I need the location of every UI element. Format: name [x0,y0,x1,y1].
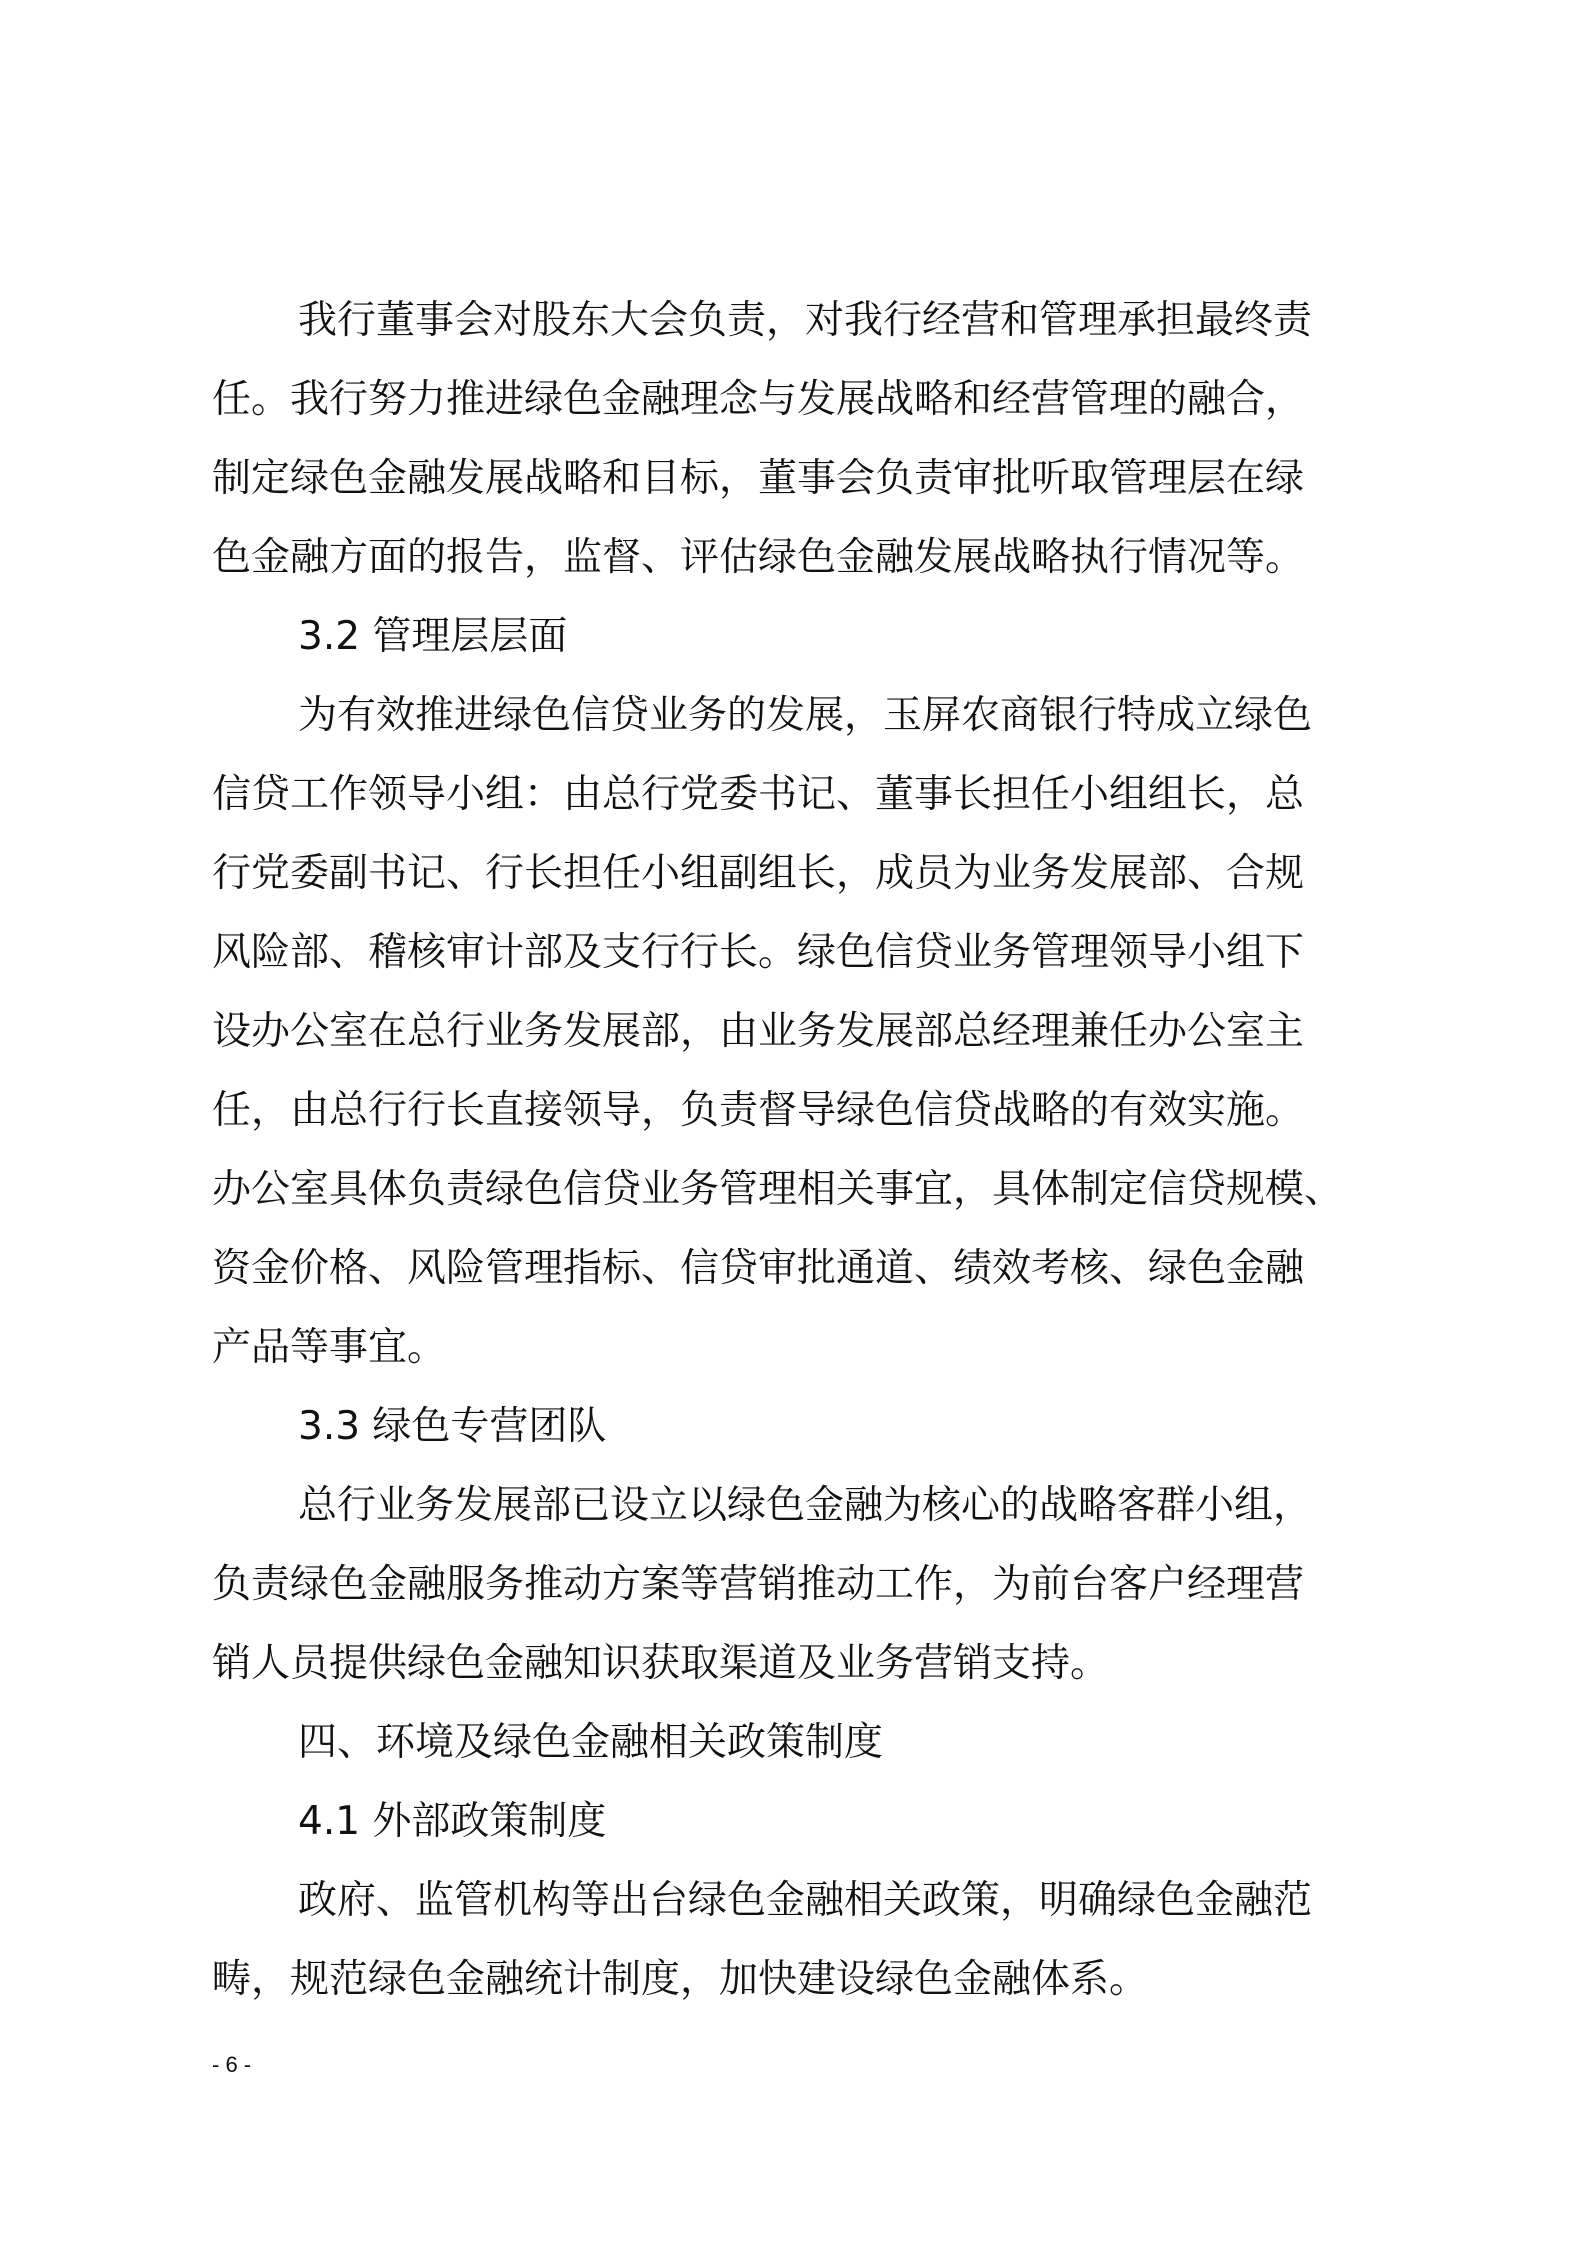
paragraph-line: 办公室具体负责绿色信贷业务管理相关事宜，具体制定信贷规模、 [212,1167,1344,1212]
paragraph-line: 销人员提供绿色金融知识获取渠道及业务营销支持。 [212,1641,1110,1686]
section-heading: 4.1 外部政策制度 [298,1799,607,1844]
paragraph-line: 负责绿色金融服务推动方案等营销推动工作，为前台客户经理营 [212,1562,1305,1607]
paragraph-line: 任。我行努力推进绿色金融理念与发展战略和经营管理的融合， [212,377,1305,422]
paragraph-line: 畴，规范绿色金融统计制度，加快建设绿色金融体系。 [212,1957,1149,2002]
paragraph-line: 行党委副书记、行长担任小组副组长，成员为业务发展部、合规 [212,851,1305,896]
paragraph-line: 资金价格、风险管理指标、信贷审批通道、绩效考核、绿色金融 [212,1246,1305,1291]
page-number: - 6 - [212,2052,252,2077]
paragraph-line: 制定绿色金融发展战略和目标，董事会负责审批听取管理层在绿 [212,456,1305,501]
paragraph-line: 产品等事宜。 [212,1325,447,1370]
paragraph-line: 任，由总行行长直接领导，负责督导绿色信贷战略的有效实施。 [212,1088,1305,1133]
chapter-heading: 四、环境及绿色金融相关政策制度 [298,1720,884,1765]
paragraph-line: 信贷工作领导小组：由总行党委书记、董事长担任小组组长，总 [212,772,1305,817]
paragraph-line: 风险部、稽核审计部及支行行长。绿色信贷业务管理领导小组下 [212,930,1305,975]
paragraph-line: 总行业务发展部已设立以绿色金融为核心的战略客群小组， [298,1483,1313,1528]
paragraph-line: 政府、监管机构等出台绿色金融相关政策，明确绿色金融范 [298,1878,1313,1923]
paragraph-line: 为有效推进绿色信贷业务的发展，玉屏农商银行特成立绿色 [298,693,1313,738]
paragraph-line: 色金融方面的报告，监督、评估绿色金融发展战略执行情况等。 [212,535,1305,580]
section-heading: 3.3 绿色专营团队 [298,1404,607,1449]
paragraph-line: 设办公室在总行业务发展部，由业务发展部总经理兼任办公室主 [212,1009,1305,1054]
page-body [212,281,1382,2019]
paragraph-line: 我行董事会对股东大会负责，对我行经营和管理承担最终责 [298,298,1313,343]
section-heading: 3.2 管理层层面 [298,614,568,659]
